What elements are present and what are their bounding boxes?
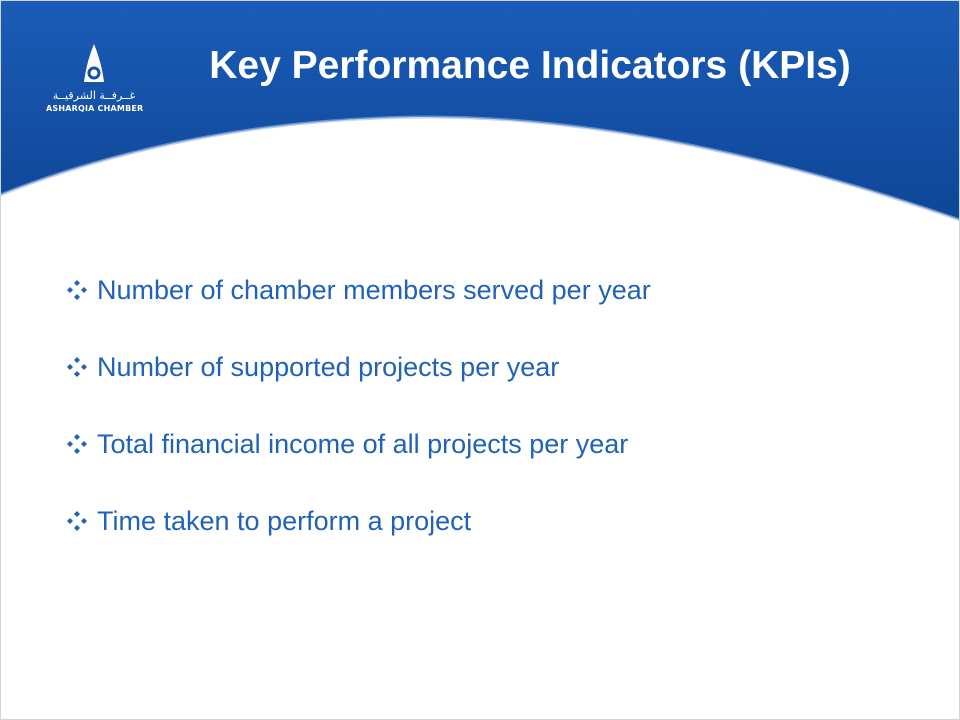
- asharqia-chamber-logo: [46, 42, 150, 122]
- diamond-bullet-icon: [66, 279, 88, 301]
- kpi-list-item: [66, 422, 651, 466]
- kpi-list-item: [66, 499, 651, 543]
- chamber-emblem-icon: [74, 42, 114, 88]
- kpi-list: [66, 268, 651, 576]
- logo-arabic-text: غــرفــة الشرقيــة: [52, 89, 136, 102]
- kpi-text: Total financial income of all projects per year: [97, 428, 629, 459]
- kpi-list-item: [66, 345, 651, 389]
- kpi-text: Number of supported projects per year: [97, 351, 560, 382]
- kpi-text: Time taken to perform a project: [97, 505, 472, 536]
- kpi-text: Number of chamber members served per year: [97, 274, 651, 305]
- slide-title: Key Performance Indicators (KPIs): [209, 44, 851, 87]
- diamond-bullet-icon: [66, 356, 88, 378]
- diamond-bullet-icon: [66, 433, 88, 455]
- diamond-bullet-icon: [66, 510, 88, 532]
- kpi-list-item: [66, 268, 651, 312]
- logo-english-text: ASHARQIA CHAMBER: [46, 104, 144, 113]
